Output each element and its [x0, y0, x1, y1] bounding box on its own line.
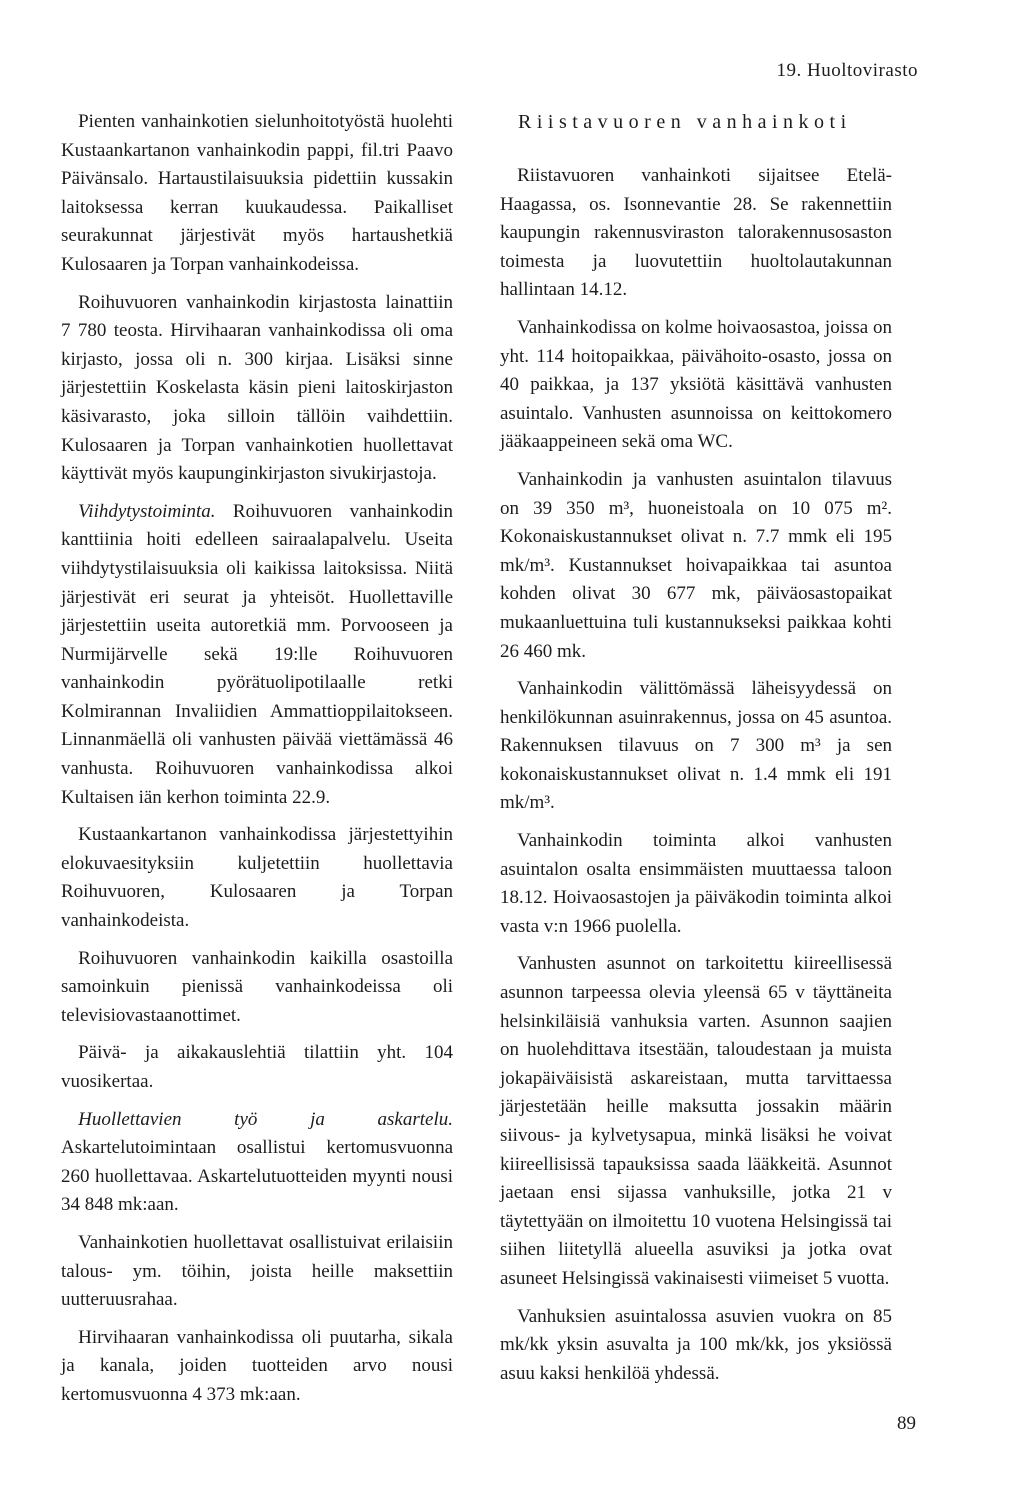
- heading-crafts: Huollettavien työ ja askartelu.: [78, 1108, 453, 1130]
- paragraph-location: Riistavuoren vanhainkoti sijaitsee Etelä-Haagassa, os. Isonnevantie 28. Se rakennettiin kaupungin rakennusviraston talorakennusosaston toimesta ja luovutettiin huoltolautakunnan hallintaan 14.12.: [500, 165, 892, 301]
- page-number: 89: [897, 1413, 916, 1434]
- paragraph-eligibility: Vanhusten asunnot on tarkoitettu kiireellisessä asunnon tarpeessa olevia yleensä 65 v täyttäneita helsinkiläisiä vanhuksia varten. Asunnon saajien on huolehdittava itsestään, taloudestaan ja muista jokapäiväisistä askareistaan, mutta tarvittaessa järjestetään heille maksutta jossakin määrin siivous- ja kylvetysapua, minkä lisäksi he voivat kiireellisissä tapauksissa saada lääkkeitä. Asunnot jaetaan ensi sijassa vanhuksille, jotka 21 v täytettyään on ilmoitettu 10 vuotena Helsingissä tai siihen liitetyllä alueella asuviksi ja jotka ovat asuneet Helsingissä vakinaisesti viimeiset 5 vuotta.: [500, 953, 892, 1289]
- paragraph-costs: Vanhainkodin ja vanhusten asuintalon tilavuus on 39 350 m³, huoneistoala on 10 075 m². Kokonaiskustannukset olivat n. 7.7 mmk eli 195 mk/m³. Kustannukset hoivapaikkaa tai asuntoa kohden olivat 30 677 mk, päiväosastopaikat mukaanluettuina tuli kustannukseksi paikkaa kohti 26 460 mk.: [500, 468, 892, 662]
- paragraph-garden: Hirvihaaran vanhainkodissa oli puutarha, sikala ja kanala, joiden tuotteiden arvo nousi kertomusvuonna 4 373 mk:aan.: [61, 1326, 453, 1405]
- paragraph-television: Roihuvuoren vanhainkodin kaikilla osastoilla samoinkuin pienissä vanhainkodeissa oli televisiovastaanottimet.: [61, 947, 453, 1026]
- right-column: [500, 108, 892, 1397]
- paragraph-rent: Vanhuksien asuintalossa asuvien vuokra on 85 mk/kk yksin asuvalta ja 100 mk/kk, jos yksiössä asuu kaksi henkilöä yhdessä.: [500, 1305, 892, 1384]
- section-title: Riistavuoren vanhainkoti: [518, 111, 852, 133]
- paragraph-household-work: Vanhainkotien huollettavat osallistuivat erilaisiin talous- ym. töihin, joista heille maksettiin uutteruusrahaa.: [61, 1231, 453, 1311]
- recreation-body: Roihuvuoren vanhainkodin kanttiinia hoiti edelleen sairaalapalvelu. Useita viihdytystilaisuuksia oli kaikissa laitoksissa. Niitä järjestivät eri seurat ja yhteisöt. Huollettaville järjestettiin useita autoretkiä mm. Porvooseen ja Nurmijärvelle sekä 19:lle Roihuvuoren vanhainkodin pyörätuolipotilaalle retki Kolmirannan Invaliidien Ammattioppilaitokseen. Linnanmäellä oli vanhusten päivää viettämässä 46 vanhusta. Roihuvuoren vanhainkodissa alkoi Kultaisen iän kerhon toiminta 22.9.: [61, 500, 453, 808]
- left-column: [61, 108, 453, 1419]
- paragraph-film-screenings: Kustaankartanon vanhainkodissa järjestettyihin elokuvaesityksiin kuljetettiin huollettavia Roihuvuoren, Kulosaaren ja Torpan vanhainkodeista.: [61, 824, 453, 932]
- running-header: 19. Huoltovirasto: [776, 60, 918, 81]
- paragraph-start-of-operation: Vanhainkodin toiminta alkoi vanhusten asuintalon osalta ensimmäisten muuttaessa taloon 18.12. Hoivaosastojen ja päiväkodin toiminta alkoi vasta v:n 1966 puolella.: [500, 830, 892, 937]
- paragraph-staff-housing: Vanhainkodin välittömässä läheisyydessä on henkilökunnan asuinrakennus, jossa on 45 asuntoa. Rakennuksen tilavuus on 7 300 m³ ja sen kokonaiskustannukset olivat n. 1.4 mmk eli 191 mk/m³.: [500, 678, 892, 814]
- crafts-body: Askartelutoimintaan osallistui kertomusvuonna 260 huollettavaa. Askartelutuotteiden myynti nousi 34 848 mk:aan.: [61, 1137, 453, 1216]
- heading-recreation: Viihdytystoiminta.: [78, 500, 216, 522]
- paragraph-periodicals: Päivä- ja aikakauslehtiä tilattiin yht. 104 vuosikertaa.: [61, 1042, 453, 1092]
- paragraph-library: Roihuvuoren vanhainkodin kirjastosta lainattiin 7 780 teosta. Hirvihaaran vanhainkodissa oli oma kirjasto, jossa oli n. 300 kirjaa. Lisäksi sinne järjestettiin Koskelasta käsin pieni laitoskirjaston käsivarasto, joka silloin tällöin vaihdettiin. Kulosaaren ja Torpan vanhainkotien huollettavat käyttivät myös kaupunginkirjaston sivukirjastoja.: [61, 291, 453, 485]
- paragraph-pastoral-care: Pienten vanhainkotien sielunhoitotyöstä huolehti Kustaankartanon vanhainkodin pappi, fil.tri Paavo Päivänsalo. Hartaustilaisuuksia pidettiin kussakin laitoksessa kerran kuukaudessa. Paikalliset seurakunnat järjestivät myös hartaushetkiä Kulosaaren ja Torpan vanhainkodeissa.: [61, 111, 453, 275]
- paragraph-recreation: [61, 498, 453, 813]
- paragraph-capacity: Vanhainkodissa on kolme hoivaosastoa, joissa on yht. 114 hoitopaikkaa, päivähoito-osasto, jossa on 40 paikkaa, ja 137 yksiötä käsittävä vanhusten asuintalo. Vanhusten asunnoissa on keittokomero jääkaappeineen sekä oma WC.: [500, 316, 892, 453]
- paragraph-crafts: [61, 1106, 453, 1220]
